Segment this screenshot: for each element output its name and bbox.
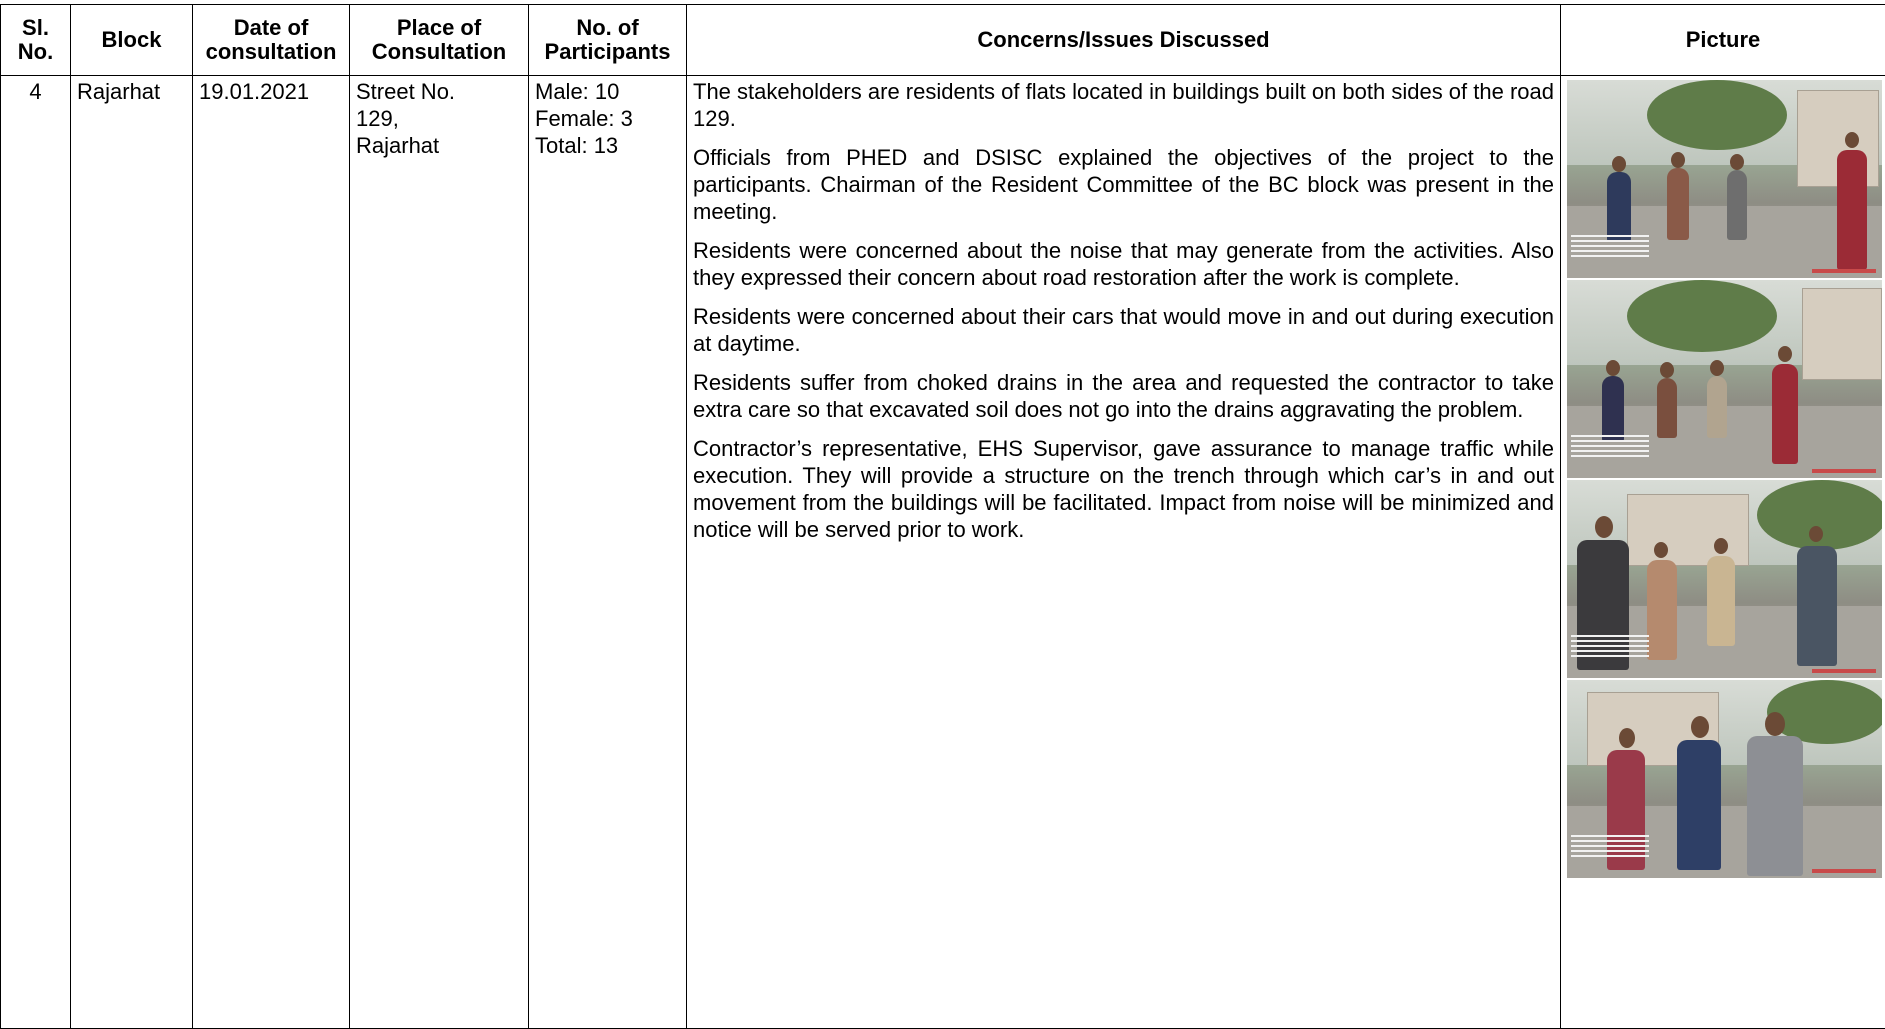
header-sl-line1: Sl. [22,15,49,40]
participants-male: Male: 10 [535,78,680,105]
place-line: Street No. [356,78,522,105]
concern-paragraph: The stakeholders are residents of flats located in buildings built on both sides of the road 129. [693,78,1554,132]
cell-sl-no: 4 [1,76,71,1029]
participants-female: Female: 3 [535,105,680,132]
header-place [350,5,529,76]
concern-paragraph: Residents were concerned about the noise that may generate from the activities. Also they expressed their concern about road restoration after the work is complete. [693,237,1554,291]
header-sl-no [1,5,71,76]
consultation-photo-3 [1567,480,1882,678]
consultation-photo-2 [1567,280,1882,478]
header-picture: Picture [1561,5,1885,76]
header-participants [529,5,687,76]
cell-date: 19.01.2021 [193,76,350,1029]
concern-paragraph: Residents suffer from choked drains in the area and requested the contractor to take extra care so that excavated soil does not go into the drains aggravating the problem. [693,369,1554,423]
participants-total: Total: 13 [535,132,680,159]
header-date [193,5,350,76]
cell-block: Rajarhat [71,76,193,1029]
consultation-table [0,4,1885,1029]
place-line: Rajarhat [356,132,522,159]
cell-picture [1561,76,1885,1029]
cell-participants [529,76,687,1029]
concern-paragraph: Residents were concerned about their cars that would move in and out during execution at daytime. [693,303,1554,357]
header-row [1,5,1885,76]
header-date-line2: consultation [206,39,337,64]
table-row [1,76,1885,1029]
header-date-line1: Date of [234,15,309,40]
header-sl-line2: No. [18,39,53,64]
cell-place [350,76,529,1029]
header-participants-line1: No. of [576,15,638,40]
header-participants-line2: Participants [545,39,671,64]
header-concerns: Concerns/Issues Discussed [687,5,1561,76]
consultation-photo-4 [1567,680,1882,878]
header-block: Block [71,5,193,76]
concern-paragraph: Contractor’s representative, EHS Supervisor, gave assurance to manage traffic while execution. They will provide a structure on the trench through which car’s in and out movement from the buildings will be facilitated. Impact from noise will be minimized and notice will be served prior to work. [693,435,1554,543]
consultation-photo-1 [1567,80,1882,278]
header-place-line1: Place of [397,15,481,40]
header-place-line2: Consultation [372,39,506,64]
cell-concerns [687,76,1561,1029]
place-line: 129, [356,105,522,132]
concern-paragraph: Officials from PHED and DSISC explained the objectives of the project to the participants. Chairman of the Resident Committee of the BC block was present in the meeting. [693,144,1554,225]
